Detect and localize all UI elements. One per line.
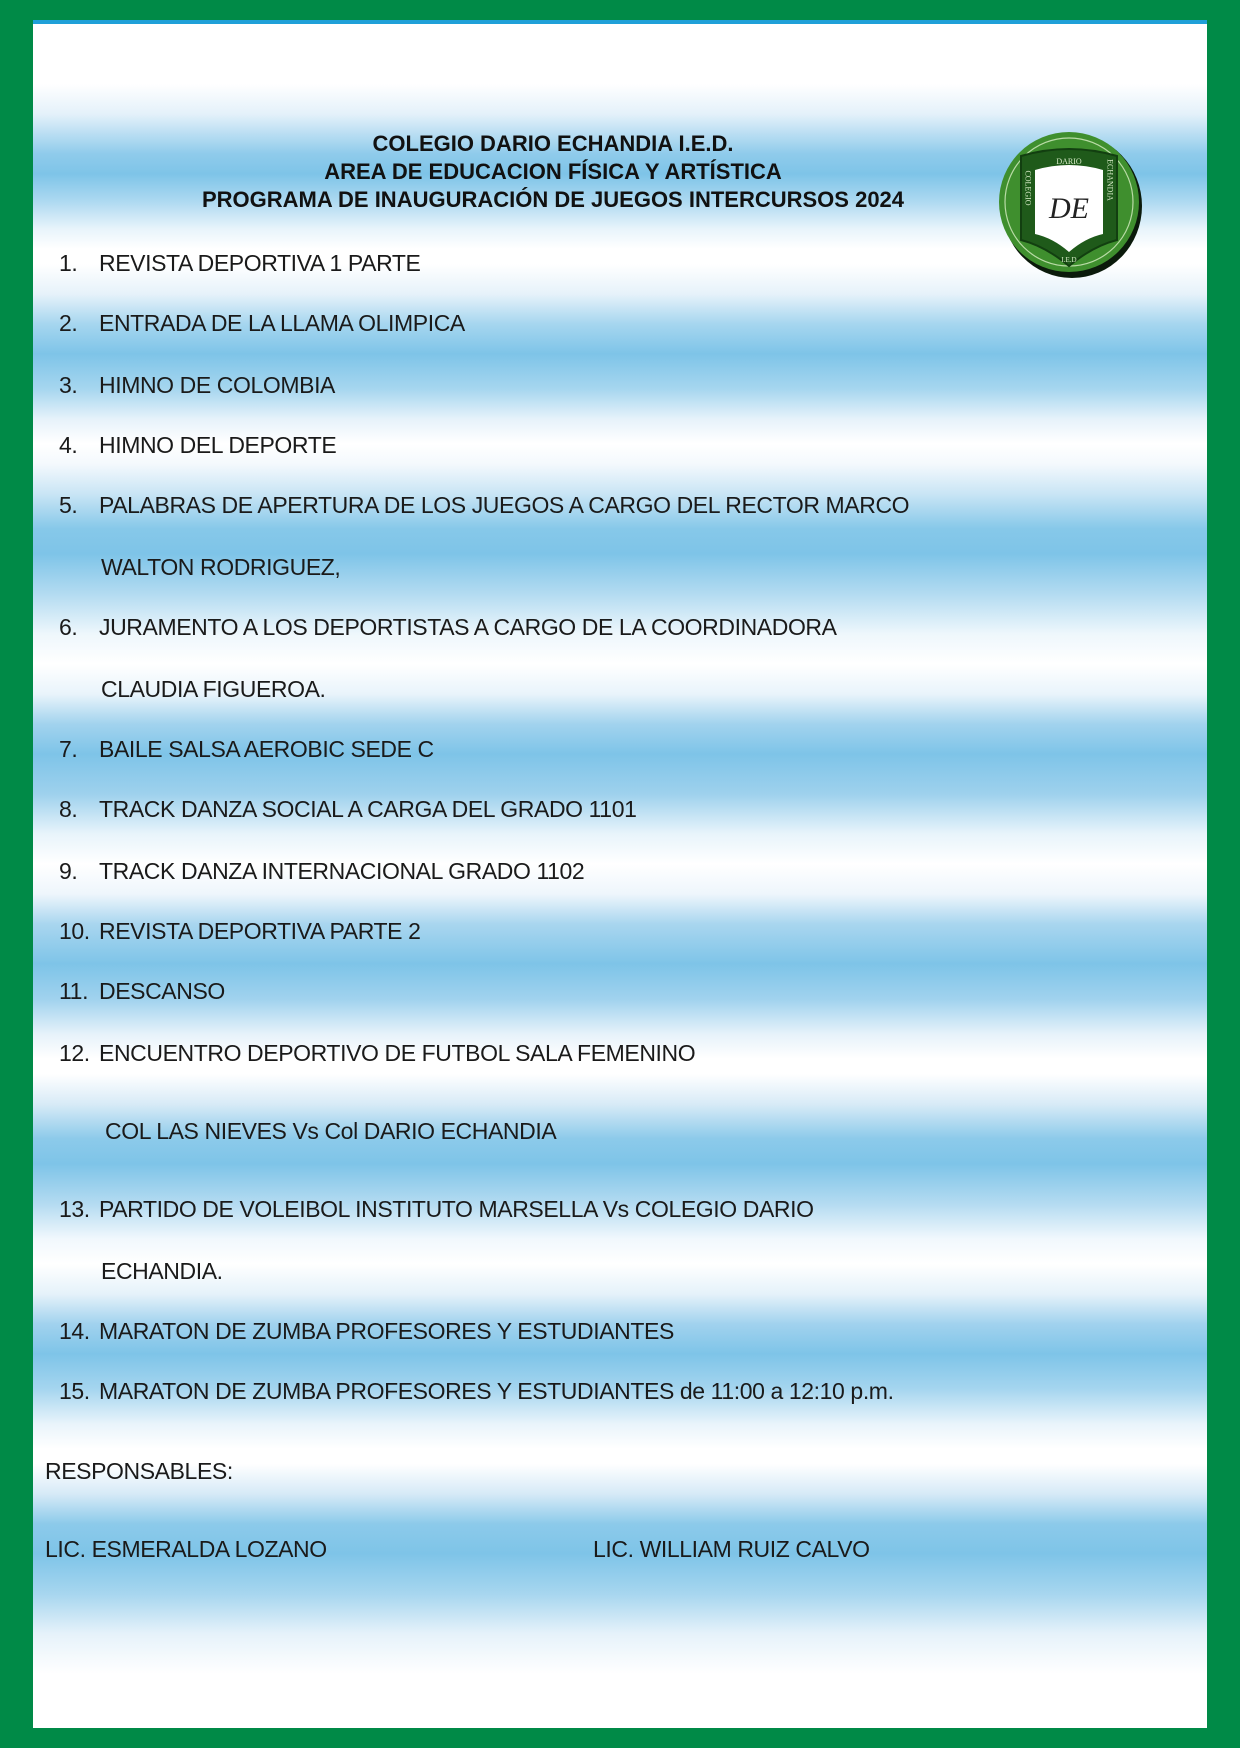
document-header bbox=[33, 130, 1073, 214]
program-item: 4. HIMNO DEL DEPORTE bbox=[59, 432, 337, 458]
program-item: 3. HIMNO DE COLOMBIA bbox=[59, 372, 336, 398]
svg-text:DARIO: DARIO bbox=[1056, 157, 1082, 166]
program-item: 7. BAILE SALSA AEROBIC SEDE C bbox=[59, 736, 434, 762]
program-item-continuation: COL LAS NIEVES Vs Col DARIO ECHANDIA bbox=[105, 1118, 557, 1144]
department-name: AREA DE EDUCACION FÍSICA Y ARTÍSTICA bbox=[324, 159, 782, 184]
school-name: COLEGIO DARIO ECHANDIA I.E.D. bbox=[372, 131, 734, 156]
program-item: 14. MARATON DE ZUMBA PROFESORES Y ESTUDIANTES bbox=[59, 1318, 674, 1344]
program-item: 9. TRACK DANZA INTERNACIONAL GRADO 1102 bbox=[59, 858, 585, 884]
school-crest-logo bbox=[995, 128, 1145, 278]
program-item: 11. DESCANSO bbox=[59, 978, 225, 1004]
program-item-continuation: WALTON RODRIGUEZ, bbox=[101, 554, 341, 580]
svg-text:COLEGIO: COLEGIO bbox=[1023, 170, 1033, 206]
program-item: 13. PARTIDO DE VOLEIBOL INSTITUTO MARSELLA Vs COLEGIO DARIO bbox=[59, 1196, 814, 1222]
program-page bbox=[33, 20, 1207, 1728]
program-item: 2. ENTRADA DE LA LLAMA OLIMPICA bbox=[59, 310, 465, 336]
svg-text:ECHANDIA: ECHANDIA bbox=[1105, 159, 1115, 201]
program-item: 5. PALABRAS DE APERTURA DE LOS JUEGOS A CARGO DEL RECTOR MARCO bbox=[59, 492, 910, 518]
program-item: 12. ENCUENTRO DEPORTIVO DE FUTBOL SALA FEMENINO bbox=[59, 1040, 696, 1066]
responsable-name: LIC. WILLIAM RUIZ CALVO bbox=[593, 1536, 870, 1562]
program-title: PROGRAMA DE INAUGURACIÓN DE JUEGOS INTERCURSOS 2024 bbox=[201, 187, 905, 212]
program-item: 8. TRACK DANZA SOCIAL A CARGA DEL GRADO 1101 bbox=[59, 796, 637, 822]
program-item: 6. JURAMENTO A LOS DEPORTISTAS A CARGO DE LA COORDINADORA bbox=[59, 614, 837, 640]
program-item-continuation: CLAUDIA FIGUEROA. bbox=[101, 676, 326, 702]
program-item: 1. REVISTA DEPORTIVA 1 PARTE bbox=[59, 250, 421, 276]
svg-text:I.E.D: I.E.D bbox=[1061, 256, 1077, 264]
program-item-continuation: ECHANDIA. bbox=[101, 1258, 223, 1284]
svg-text:DE: DE bbox=[1049, 192, 1089, 225]
responsable-name: LIC. ESMERALDA LOZANO bbox=[45, 1536, 327, 1562]
responsables-label: RESPONSABLES: bbox=[45, 1458, 233, 1484]
program-item: 15. MARATON DE ZUMBA PROFESORES Y ESTUDIANTES de 11:00 a 12:10 p.m. bbox=[59, 1378, 894, 1404]
program-item: 10. REVISTA DEPORTIVA PARTE 2 bbox=[59, 918, 421, 944]
